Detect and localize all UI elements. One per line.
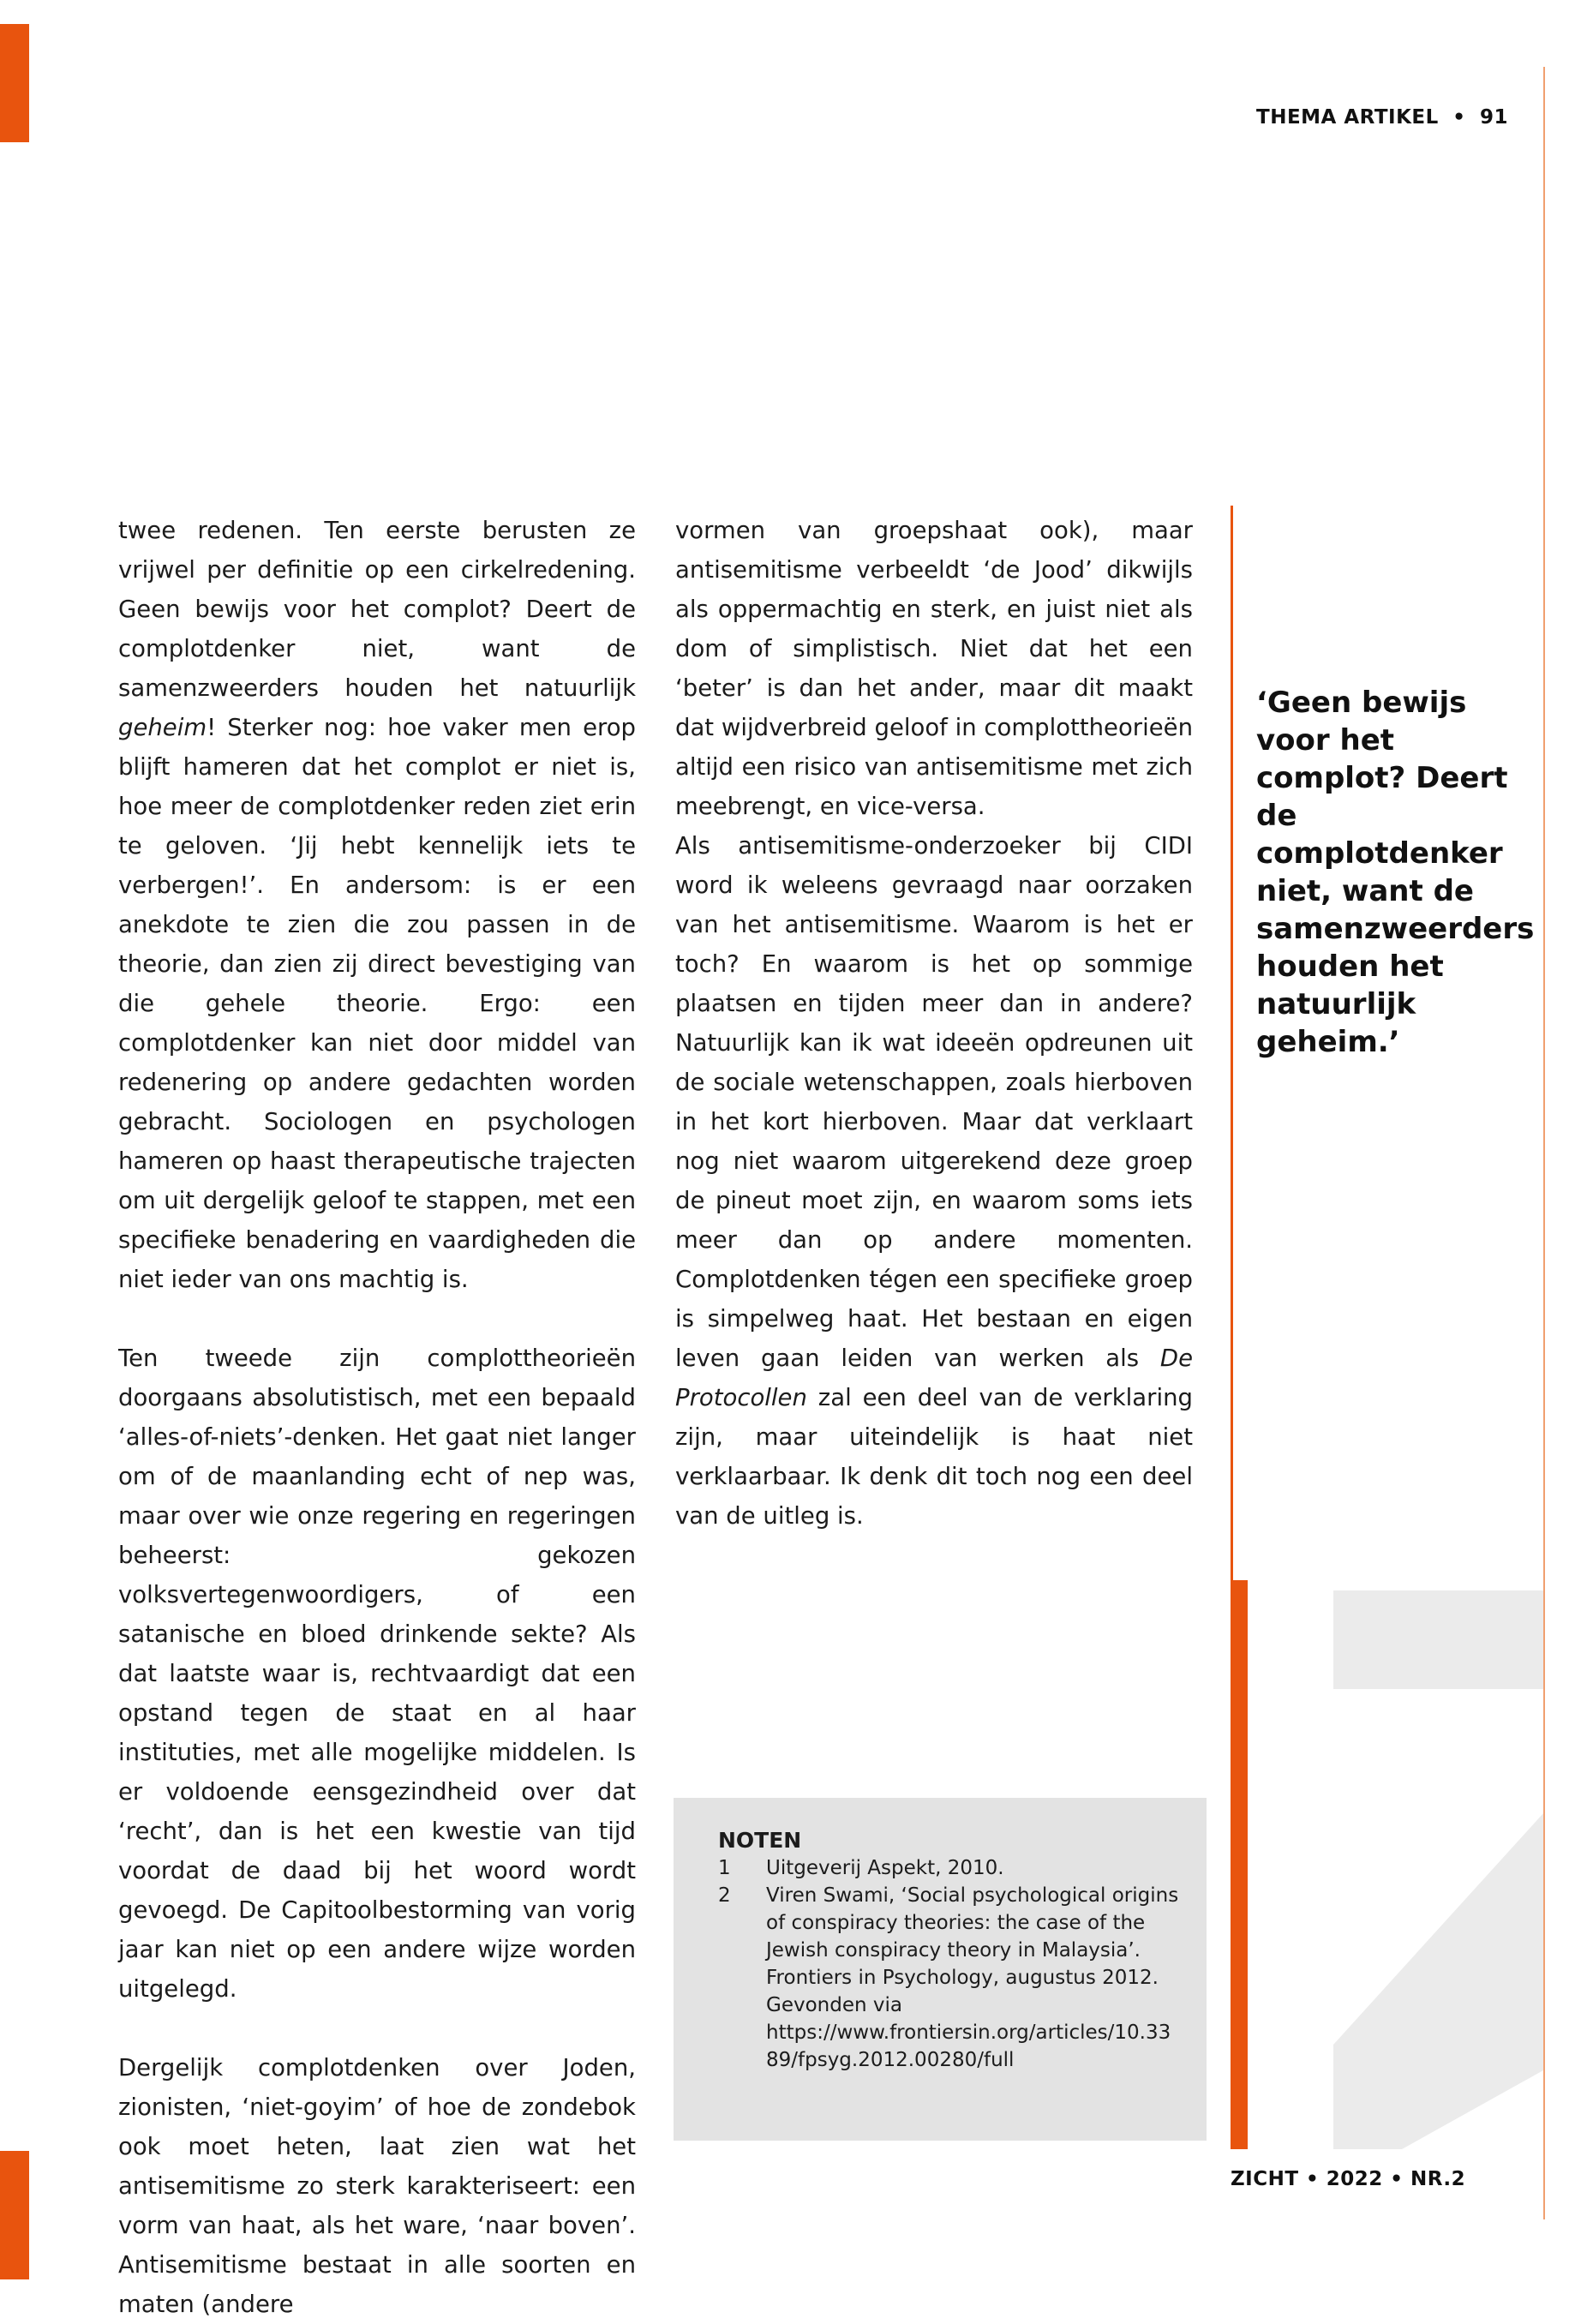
section-label: THEMA ARTIKEL — [1256, 106, 1439, 129]
header-separator: • — [1452, 106, 1466, 129]
note-item: 1 Uitgeverij Aspekt, 2010. — [718, 1857, 1004, 1879]
right-margin-rule — [1543, 67, 1545, 2219]
paragraph: Dergelijk complotdenken over Joden, zionisten, ‘niet-goyim’ of hoe de zondebok ook moet heten, laat zien wat het antisemitisme zo sterk karakteriseert: een vorm van haat, als het ware, ‘naar boven’. Antisemitisme bestaat in alle soorten en maten (andere — [118, 2054, 636, 2318]
pull-quote: ‘Geen bewijs voor het complot? Deert de complotdenker niet, want de samenzweerders houden het natuurlijk geheim.’ — [1256, 686, 1535, 1059]
quote-divider-thick — [1231, 1580, 1248, 2149]
notes-box — [674, 1798, 1207, 2141]
notes-title: NOTEN — [718, 1828, 802, 1853]
zicht-logo-watermark-icon — [1333, 1590, 1543, 2149]
paragraph: Als antisemitisme-onderzoeker bij CIDI word ik weleens gevraagd naar oorzaken van het antisemitisme. Waarom is het er toch? En waarom is het op sommige plaatsen en tijden meer dan in andere? Natuurlijk kan ik wat ideeën opdreunen uit de sociale wetenschappen, zoals hierboven in het kort hierboven. Maar dat verklaart nog niet waarom uitgerekend deze groep de pineut moet zijn, en waarom soms iets meer dan op andere momenten. Complotdenken tégen een specifieke groep is simpelweg haat. Het bestaan en eigen leven gaan leiden van werken als De Protocollen zal een deel van de verklaring zijn, maar uiteindelijk is haat niet verklaarbaar. Ik denk dit toch nog een deel van de uitleg is. — [675, 832, 1193, 1530]
paragraph: twee redenen. Ten eerste berusten ze vrijwel per definitie op een cirkelredening. Geen bewijs voor het complot? Deert de complotdenker niet, want de samenzweerders houden het natuurlijk geheim! Sterker nog: hoe vaker men erop blijft hameren dat het complot er niet is, hoe meer de complotdenker reden ziet erin te geloven. ‘Jij hebt kennelijk iets te verbergen!’. En andersom: is er een anekdote te zien die zou passen in de theorie, dan zien zij direct bevestiging van die gehele theorie. Ergo: een complotdenker kan niet door middel van redenering op andere gedachten worden gebracht. Sociologen en psychologen hameren op haast therapeutische trajecten om uit dergelijk geloof te stappen, met een specifieke benadering en vaardigheden die niet ieder van ons machtig is. — [118, 517, 636, 1293]
bottom-left-accent-bar — [0, 2151, 29, 2279]
page-number: 91 — [1480, 106, 1509, 129]
top-left-accent-bar — [0, 24, 29, 142]
running-footer: ZICHT • 2022 • NR.2 — [1231, 2168, 1466, 2190]
note-item: 2 Viren Swami, ‘Social psychological origins of conspiracy theories: the case of the Jewish conspiracy theory in Malaysia’. Frontiers in Psychology, augustus 2012. Gevonden via https://www.frontiersin.org/articles/10.3389/fpsyg.2012.00280/full — [718, 1884, 1179, 2071]
running-header — [1256, 106, 1508, 129]
paragraph: vormen van groepshaat ook), maar antisemitisme verbeeldt ‘de Jood’ dikwijls als oppermachtig en sterk, en juist niet als dom of simplistisch. Niet dat het een ‘beter’ is dan het ander, maar dit maakt dat wijdverbreid geloof in complottheorieën altijd een risico van antisemitisme met zich meebrengt, en vice-versa. — [675, 517, 1193, 820]
article-column-left — [118, 511, 636, 2324]
quote-divider-thin — [1231, 506, 1233, 1580]
paragraph: Ten tweede zijn complottheorieën doorgaans absolutistisch, met een bepaald ‘alles-of-niets’-denken. Het gaat niet langer om of de maanlanding echt of nep was, maar over wie onze regering en regeringen beheerst: gekozen volksvertegenwoordigers, of een satanische en bloed drinkende sekte? Als dat laatste waar is, rechtvaardigt dat een opstand tegen de staat en al haar instituties, met alle mogelijke middelen. Is er voldoende eensgezindheid over dat ‘recht’, dan is het een kwestie van tijd voordat de daad bij het woord wordt gevoegd. De Capitoolbestorming van vorig jaar kan niet op een andere wijze worden uitgelegd. — [118, 1345, 636, 2003]
article-column-middle — [675, 511, 1193, 1536]
